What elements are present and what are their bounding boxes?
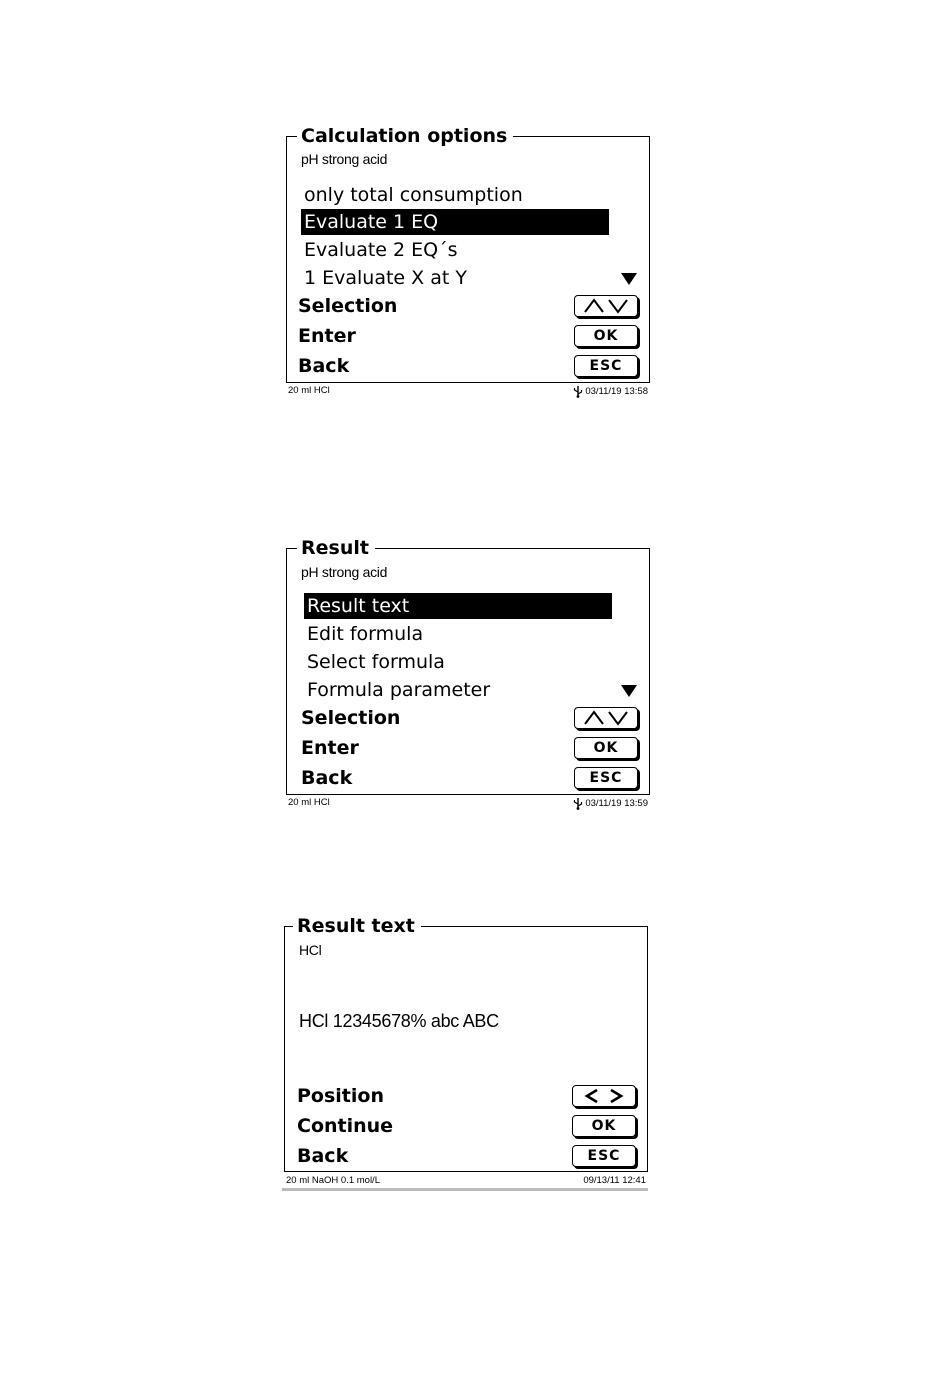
menu-item-edit-formula[interactable]: Edit formula [307, 623, 424, 645]
screen-frame [284, 915, 648, 1172]
up-down-arrows-key[interactable] [574, 707, 638, 729]
status-datetime: 03/11/19 13:59 [585, 798, 648, 809]
usb-icon [573, 385, 583, 398]
status-method: 20 ml HCl [288, 385, 330, 396]
enter-label: Enter [301, 737, 359, 759]
triangle-down-icon [621, 685, 637, 697]
status-datetime-group [573, 385, 648, 398]
screen-title: Calculation options [297, 125, 513, 147]
menu-item-evaluate-x-at-y[interactable]: 1 Evaluate X at Y [304, 267, 467, 289]
up-down-arrows-key[interactable] [574, 295, 638, 317]
status-underline [282, 1188, 648, 1191]
screen-frame [286, 537, 650, 795]
screen-title: Result text [293, 915, 421, 937]
up-down-arrows-icon [582, 710, 630, 726]
continue-label: Continue [297, 1115, 394, 1137]
menu-item-evaluate-2-eq[interactable]: Evaluate 2 EQ´s [304, 239, 458, 261]
menu-item-select-formula[interactable]: Select formula [307, 651, 445, 673]
screen-subtitle: pH strong acid [301, 151, 388, 167]
screen-subtitle: pH strong acid [301, 564, 388, 580]
screen-title: Result [297, 537, 375, 559]
selection-label: Selection [301, 707, 401, 729]
ok-key[interactable]: OK [572, 1115, 636, 1137]
status-datetime: 09/13/11 12:41 [583, 1175, 646, 1186]
enter-label: Enter [298, 325, 356, 347]
status-method: 20 ml NaOH 0.1 mol/L [286, 1175, 380, 1186]
esc-key[interactable]: ESC [572, 1145, 636, 1167]
back-label: Back [301, 767, 353, 789]
esc-key[interactable]: ESC [574, 767, 638, 789]
status-method: 20 ml HCl [288, 797, 330, 808]
usb-icon [573, 797, 583, 810]
ok-key[interactable]: OK [574, 737, 638, 759]
left-right-arrows-icon [582, 1088, 626, 1104]
menu-item-only-total-consumption[interactable]: only total consumption [304, 184, 523, 206]
screen-subtitle: HCl [299, 942, 322, 958]
triangle-down-icon [621, 273, 637, 285]
menu-item-result-text[interactable]: Result text [304, 593, 612, 619]
result-text-value[interactable]: HCl 12345678% abc ABC [299, 1011, 499, 1031]
ok-key[interactable]: OK [574, 325, 638, 347]
up-down-arrows-icon [582, 298, 630, 314]
screen-frame [286, 125, 650, 383]
status-datetime-group [573, 797, 648, 810]
left-right-arrows-key[interactable] [572, 1085, 636, 1107]
back-label: Back [297, 1145, 349, 1167]
back-label: Back [298, 355, 350, 377]
selection-label: Selection [298, 295, 398, 317]
menu-item-formula-parameter[interactable]: Formula parameter [307, 679, 491, 701]
esc-key[interactable]: ESC [574, 355, 638, 377]
menu-item-evaluate-1-eq[interactable]: Evaluate 1 EQ [301, 209, 609, 235]
position-label: Position [297, 1085, 384, 1107]
status-datetime: 03/11/19 13:58 [585, 386, 648, 397]
